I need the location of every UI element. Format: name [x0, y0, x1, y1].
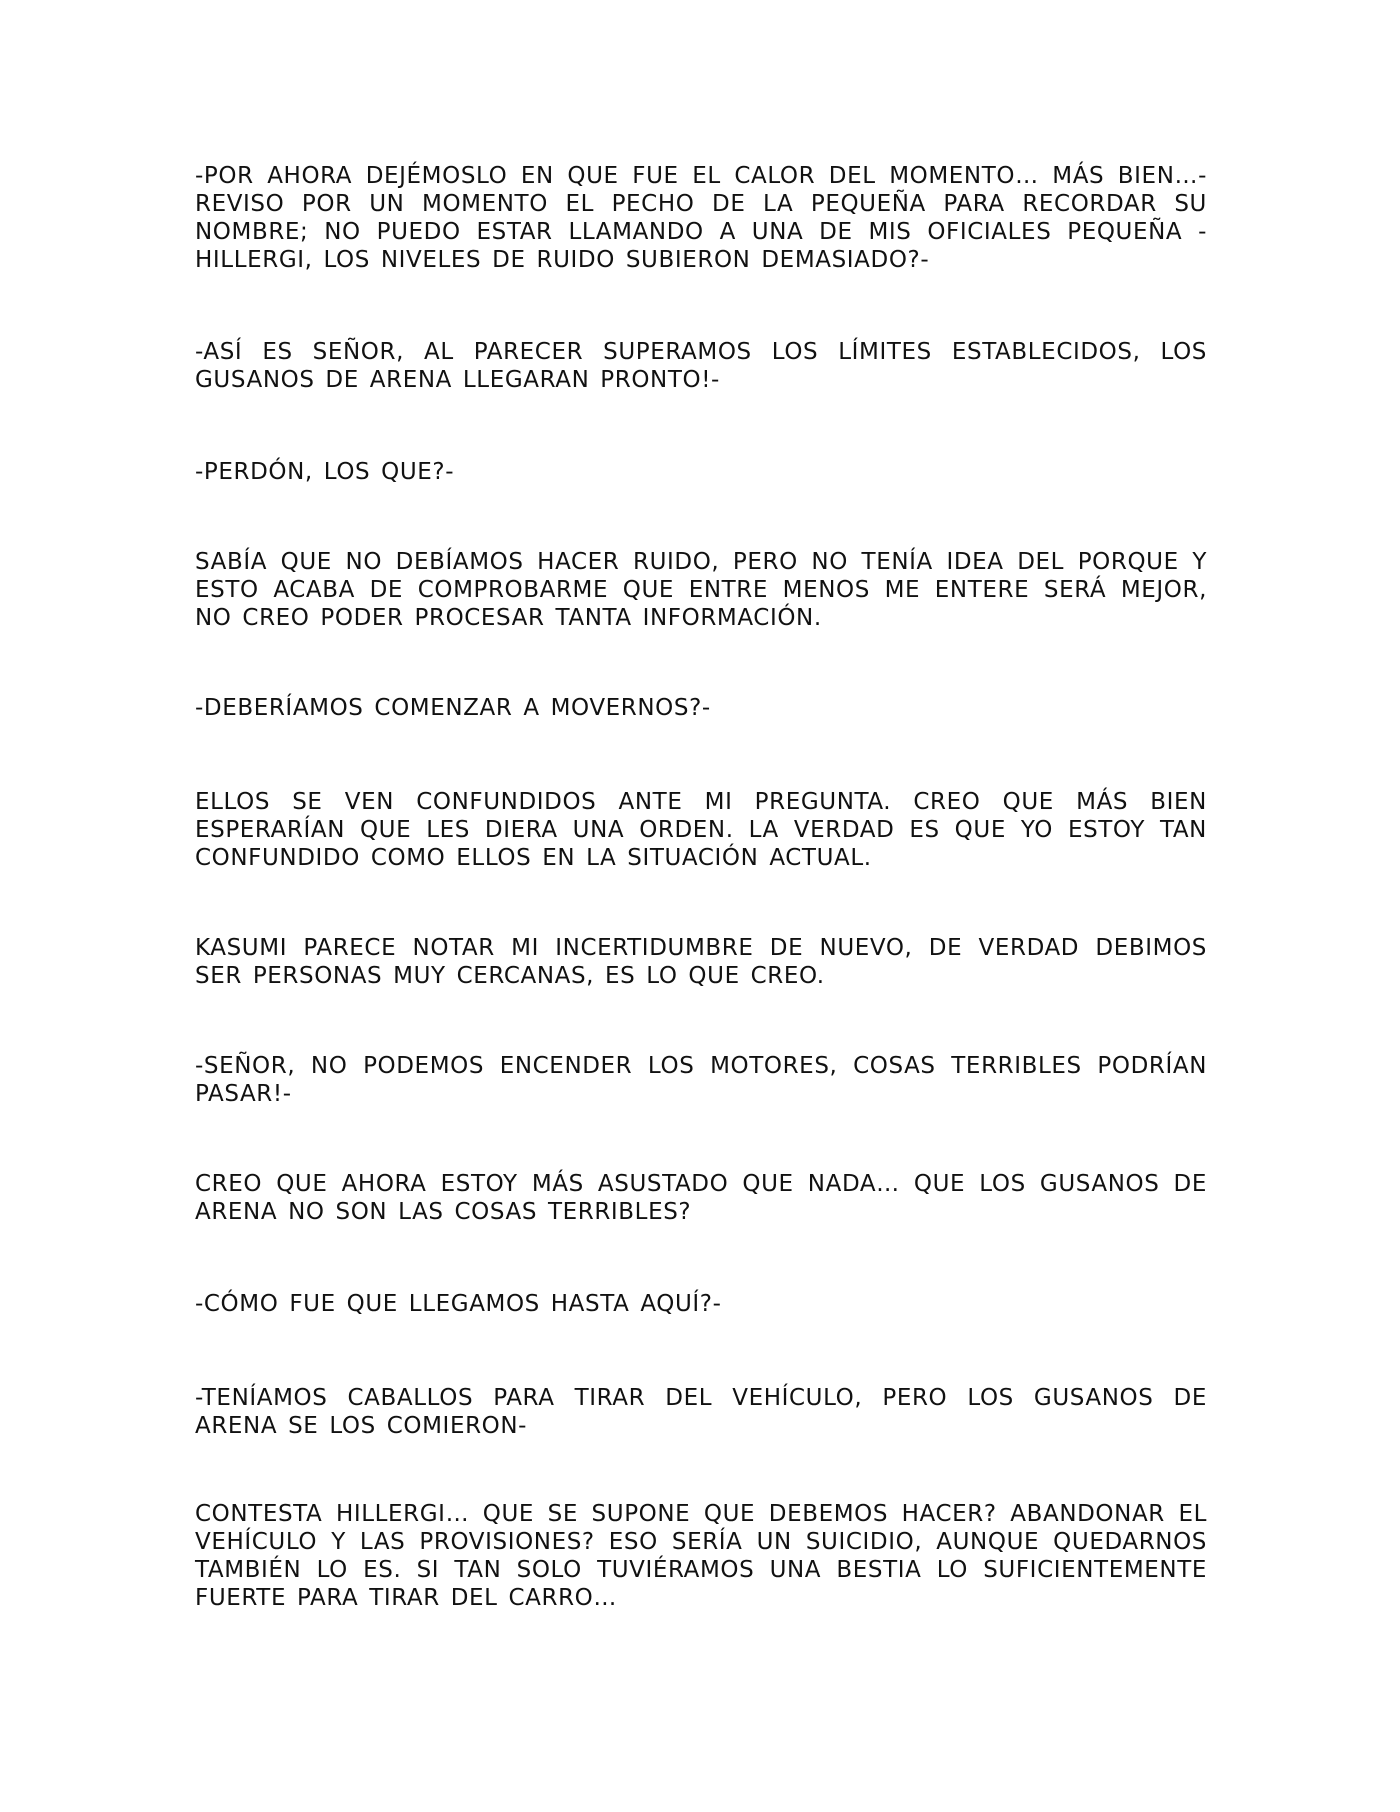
paragraph: CREO QUE AHORA ESTOY MÁS ASUSTADO QUE NADA… QUE LOS GUSANOS DE ARENA NO SON LAS COSAS TERRIBLES?	[195, 1171, 1207, 1225]
paragraph: CONTESTA HILLERGI… QUE SE SUPONE QUE DEBEMOS HACER? ABANDONAR EL VEHÍCULO Y LAS PROVISIONES? ESO SERÍA UN SUICIDIO, AUNQUE QUEDARNOS TAMBIÉN LO ES. SI TAN SOLO TUVIÉRAMOS UNA BESTIA LO SUFICIENTEMENTE FUERTE PARA TIRAR DEL CARRO…	[195, 1501, 1207, 1611]
paragraph: -CÓMO FUE QUE LLEGAMOS HASTA AQUÍ?-	[195, 1291, 722, 1317]
paragraph: -TENÍAMOS CABALLOS PARA TIRAR DEL VEHÍCULO, PERO LOS GUSANOS DE ARENA SE LOS COMIERON-	[195, 1385, 1207, 1439]
paragraph: SABÍA QUE NO DEBÍAMOS HACER RUIDO, PERO NO TENÍA IDEA DEL PORQUE Y ESTO ACABA DE COMPROBARME QUE ENTRE MENOS ME ENTERE SERÁ MEJOR, NO CREO PODER PROCESAR TANTA INFORMACIÓN.	[195, 549, 1207, 631]
paragraph: -PERDÓN, LOS QUE?-	[195, 459, 455, 485]
paragraph: -POR AHORA DEJÉMOSLO EN QUE FUE EL CALOR DEL MOMENTO… MÁS BIEN…- REVISO POR UN MOMENTO EL PECHO DE LA PEQUEÑA PARA RECORDAR SU NOMBRE; NO PUEDO ESTAR LLAMANDO A UNA DE MIS OFICIALES PEQUEÑA -HILLERGI, LOS NIVELES DE RUIDO SUBIERON DEMASIADO?-	[195, 163, 1207, 273]
paragraph: KASUMI PARECE NOTAR MI INCERTIDUMBRE DE NUEVO, DE VERDAD DEBIMOS SER PERSONAS MUY CERCANAS, ES LO QUE CREO.	[195, 935, 1207, 989]
paragraph: -DEBERÍAMOS COMENZAR A MOVERNOS?-	[195, 695, 711, 721]
paragraph: ELLOS SE VEN CONFUNDIDOS ANTE MI PREGUNTA. CREO QUE MÁS BIEN ESPERARÍAN QUE LES DIERA UNA ORDEN. LA VERDAD ES QUE YO ESTOY TAN CONFUNDIDO COMO ELLOS EN LA SITUACIÓN ACTUAL.	[195, 789, 1207, 871]
paragraph: -SEÑOR, NO PODEMOS ENCENDER LOS MOTORES, COSAS TERRIBLES PODRÍAN PASAR!-	[195, 1053, 1207, 1107]
paragraph: -ASÍ ES SEÑOR, AL PARECER SUPERAMOS LOS LÍMITES ESTABLECIDOS, LOS GUSANOS DE ARENA LLEGARAN PRONTO!-	[195, 339, 1207, 393]
